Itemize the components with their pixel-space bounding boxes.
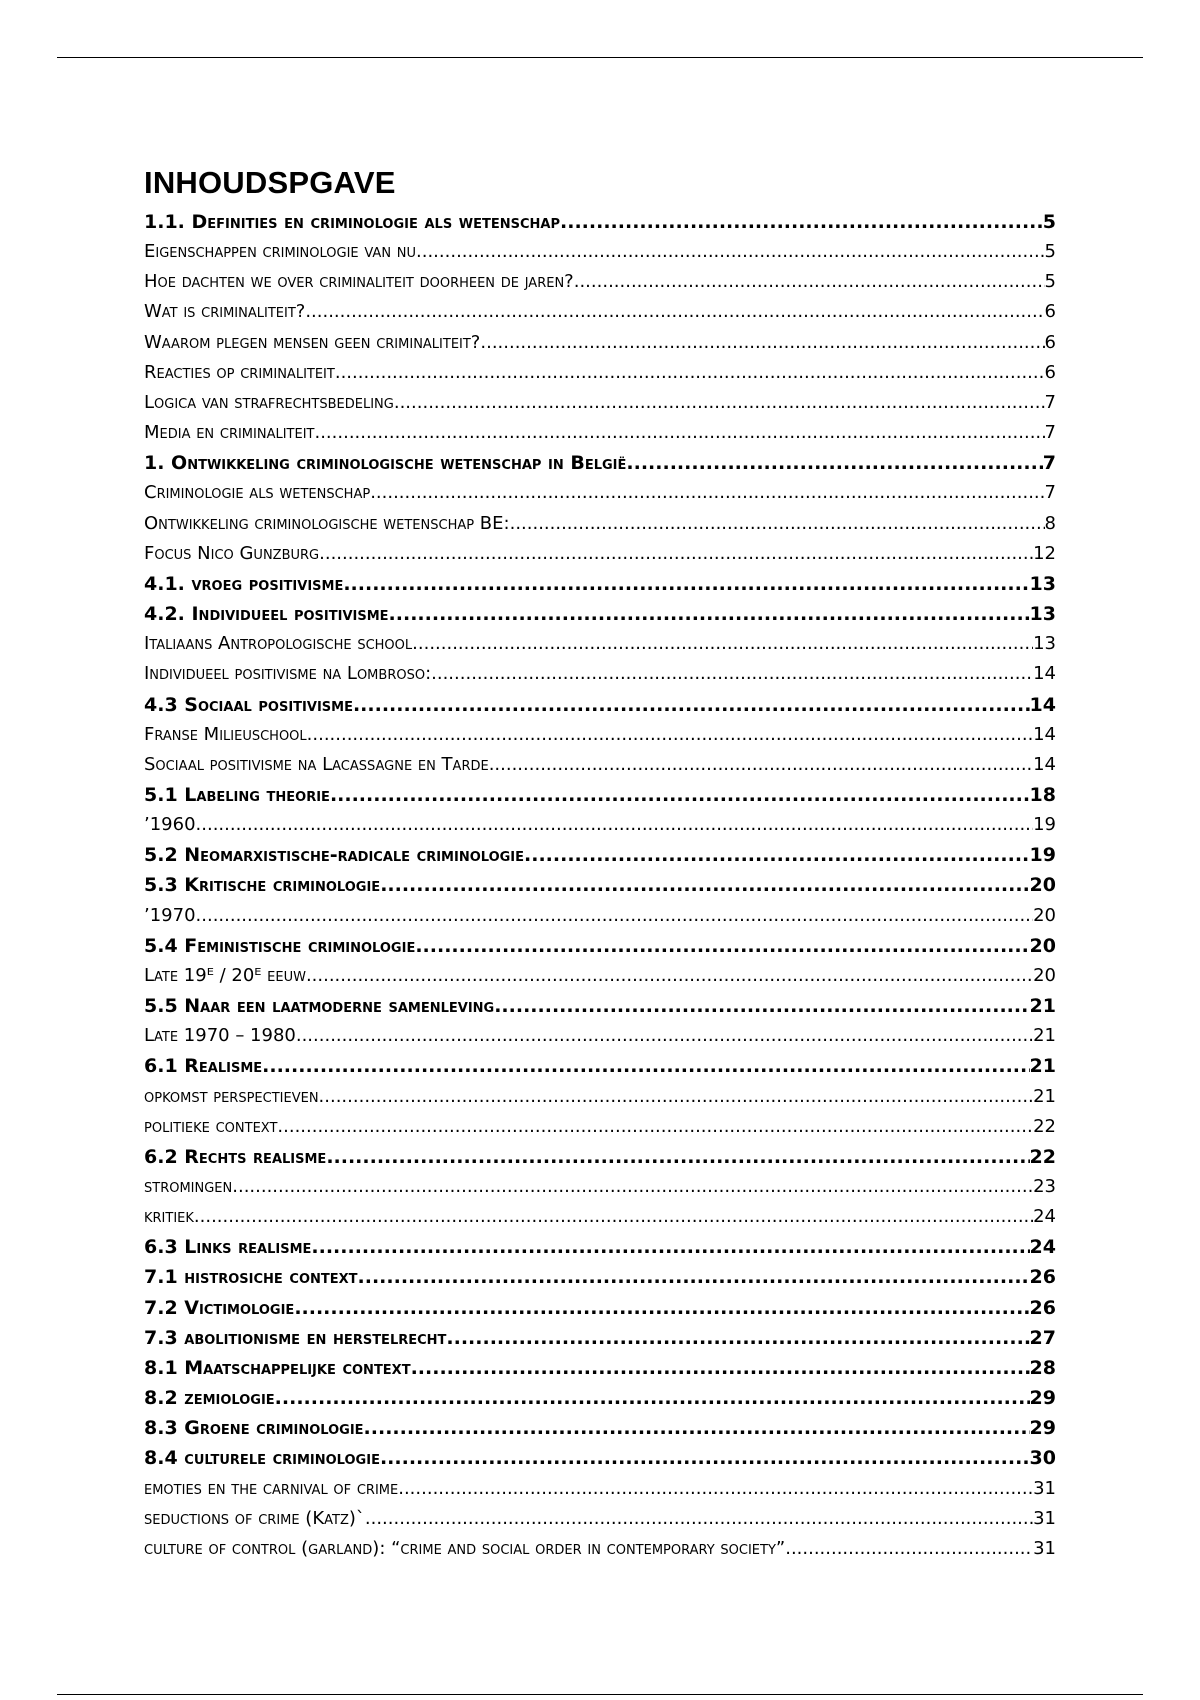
- toc-entry-label: 7.1 histrosiche context: [144, 1266, 358, 1289]
- toc-heading-entry[interactable]: [144, 211, 1056, 241]
- toc-entry-label: Media en criminaliteit: [144, 422, 315, 444]
- toc-entry-label: 5.5 Naar een laatmoderne samenleving: [144, 995, 495, 1018]
- toc-page-number: 20: [1029, 934, 1056, 957]
- toc-entry-label: 1.1. Definities en criminologie als wetenschap: [144, 211, 561, 233]
- toc-page-number: 24: [1033, 1206, 1056, 1228]
- toc-heading-entry[interactable]: [144, 1297, 1056, 1327]
- toc-dot-leader: [277, 1116, 1033, 1137]
- toc-entry-label: Italiaans Antropologische school: [144, 633, 413, 655]
- toc-page-number: 26: [1029, 1296, 1056, 1319]
- toc-dot-leader: [319, 543, 1033, 564]
- toc-entry-label: Reacties op criminaliteit: [144, 361, 335, 383]
- toc-page-number: 13: [1029, 603, 1056, 626]
- toc-entry-label: Hoe dachten we over criminaliteit doorheen de jaren?: [144, 271, 574, 293]
- toc-dot-leader: [307, 724, 1033, 745]
- toc-dot-leader: [305, 301, 1044, 322]
- toc-subheading-entry[interactable]: [144, 724, 1056, 754]
- toc-dot-leader: [560, 211, 1043, 233]
- toc-dot-leader: [335, 362, 1045, 383]
- toc-subheading-entry[interactable]: [144, 362, 1056, 392]
- toc-dot-leader: [326, 1146, 1029, 1168]
- toc-entry-label: 4.3 Sociaal positivisme: [144, 693, 353, 716]
- toc-dot-leader: [412, 633, 1033, 654]
- toc-subheading-entry[interactable]: [144, 1206, 1056, 1236]
- toc-dot-leader: [365, 1508, 1033, 1529]
- toc-entry-label: 6.1 Realisme: [144, 1055, 263, 1078]
- toc-subheading-entry[interactable]: [144, 271, 1056, 301]
- toc-dot-leader: [262, 1055, 1029, 1077]
- toc-entry-label: 7.3 abolitionisme en herstelrecht: [144, 1326, 447, 1349]
- toc-page-number: 7: [1044, 391, 1056, 413]
- toc-dot-leader: [480, 332, 1044, 353]
- toc-entry-label: Late 1970 – 1980: [144, 1025, 296, 1047]
- toc-dot-leader: [194, 1206, 1033, 1227]
- toc-dot-leader: [296, 1025, 1033, 1046]
- toc-subheading-entry[interactable]: [144, 1538, 1056, 1568]
- toc-dot-leader: [524, 844, 1030, 866]
- toc-entry-label: Individueel positivisme na Lombroso:: [144, 663, 432, 685]
- toc-page-number: 12: [1033, 542, 1056, 564]
- toc-page-number: 23: [1033, 1176, 1056, 1197]
- toc-page-number: 7: [1042, 452, 1056, 475]
- toc-entry-label: 5.2 Neomarxistische-radicale criminologie: [144, 844, 525, 867]
- toc-entry-label: 5.3 Kritische criminologie: [144, 874, 381, 897]
- toc-dot-leader: [232, 1176, 1033, 1197]
- toc-entry-label: Logica van strafrechtsbedeling: [144, 391, 394, 413]
- toc-title: INHOUDSPGAVE: [144, 165, 396, 200]
- toc-entry-label: seductions of crime (Katz)`: [144, 1507, 365, 1529]
- toc-subheading-entry[interactable]: [144, 965, 1056, 995]
- toc-entry-label: Sociaal positivisme na Lacassagne en Tarde: [144, 753, 489, 775]
- toc-dot-leader: [343, 573, 1029, 595]
- header-rule: [57, 57, 1143, 58]
- toc-heading-entry[interactable]: [144, 1387, 1056, 1417]
- toc-dot-leader: [446, 1327, 1029, 1349]
- toc-entry-label: 8.3 Groene criminologie: [144, 1417, 364, 1440]
- toc-subheading-entry[interactable]: [144, 663, 1056, 693]
- toc-dot-leader: [398, 1478, 1033, 1499]
- toc-page-number: 31: [1033, 1477, 1056, 1499]
- toc-subheading-entry[interactable]: [144, 241, 1056, 271]
- toc-heading-entry[interactable]: [144, 874, 1056, 904]
- toc-dot-leader: [489, 754, 1033, 775]
- toc-page-number: 19: [1033, 814, 1056, 836]
- toc-page-number: 31: [1033, 1537, 1056, 1559]
- toc-dot-leader: [394, 392, 1045, 413]
- toc-page-number: 6: [1044, 301, 1056, 323]
- toc-dot-leader: [319, 1086, 1034, 1107]
- toc-heading-entry[interactable]: [144, 1146, 1056, 1176]
- toc-entry-label: Late 19ᴱ / 20ᴱ eeuw: [144, 964, 306, 986]
- toc-subheading-entry[interactable]: [144, 1176, 1056, 1206]
- toc-subheading-entry[interactable]: [144, 332, 1056, 362]
- toc-entry-label: Wat is criminaliteit?: [144, 301, 306, 323]
- toc-heading-entry[interactable]: [144, 1327, 1056, 1357]
- toc-heading-entry[interactable]: [144, 1236, 1056, 1266]
- toc-page-number: 24: [1029, 1236, 1056, 1259]
- toc-page-number: 18: [1029, 783, 1056, 806]
- toc-subheading-entry[interactable]: [144, 513, 1056, 543]
- toc-entry-label: 5.4 Feministische criminologie: [144, 934, 416, 957]
- toc-page-number: 29: [1029, 1387, 1056, 1410]
- toc-entry-label: Eigenschappen criminologie van nu: [144, 241, 417, 263]
- toc-dot-leader: [411, 1357, 1030, 1379]
- toc-page-number: 14: [1033, 753, 1056, 775]
- toc-entry-label: 8.1 Maatschappelijke context: [144, 1356, 411, 1379]
- toc-dot-leader: [380, 1447, 1030, 1469]
- toc-subheading-entry[interactable]: [144, 905, 1056, 935]
- toc-subheading-entry[interactable]: [144, 1025, 1056, 1055]
- toc-page-number: 20: [1033, 964, 1056, 986]
- toc-subheading-entry[interactable]: [144, 1116, 1056, 1146]
- toc-page-number: 31: [1033, 1507, 1056, 1529]
- toc-entry-label: ’1960: [144, 814, 196, 836]
- toc-subheading-entry[interactable]: [144, 392, 1056, 422]
- toc-page-number: 21: [1029, 1055, 1056, 1078]
- toc-dot-leader: [364, 1417, 1030, 1439]
- toc-entry-label: 4.2. Individueel positivisme: [144, 603, 389, 626]
- toc-entry-label: culture of control (garland): “crime and social order in contemporary society”.: [144, 1537, 791, 1559]
- toc-entry-label: politieke context: [144, 1115, 278, 1137]
- toc-page-number: 5: [1044, 241, 1056, 263]
- toc-heading-entry[interactable]: [144, 1447, 1056, 1477]
- toc-page-number: 19: [1029, 844, 1056, 867]
- toc-subheading-entry[interactable]: [144, 814, 1056, 844]
- toc-dot-leader: [791, 1538, 1033, 1559]
- toc-dot-leader: [370, 482, 1044, 503]
- toc-dot-leader: [416, 241, 1045, 262]
- toc-dot-leader: [494, 995, 1029, 1017]
- toc-heading-entry[interactable]: [144, 995, 1056, 1025]
- toc-dot-leader: [574, 271, 1045, 292]
- toc-page-number: 14: [1033, 723, 1056, 745]
- toc-page-number: 20: [1029, 874, 1056, 897]
- toc-heading-entry[interactable]: [144, 1357, 1056, 1387]
- toc-page-number: 26: [1029, 1266, 1056, 1289]
- toc-page-number: 13: [1033, 633, 1056, 655]
- toc-entry-label: 4.1. vroeg positivisme: [144, 572, 344, 595]
- toc-subheading-entry[interactable]: [144, 1508, 1056, 1538]
- toc-page-number: 7: [1044, 482, 1056, 504]
- toc-entry-list: [144, 211, 1056, 1568]
- toc-entry-label: 8.4 culturele criminologie: [144, 1447, 380, 1470]
- toc-page-number: 14: [1033, 663, 1056, 685]
- toc-dot-leader: [358, 1266, 1030, 1288]
- toc-entry-label: 6.2 Rechts realisme: [144, 1145, 327, 1168]
- footer-rule: [57, 1694, 1143, 1695]
- toc-entry-label: opkomst perspectieven: [144, 1085, 319, 1107]
- table-of-contents: [144, 163, 1056, 1568]
- toc-entry-label: Waarom plegen mensen geen criminaliteit?: [144, 331, 481, 353]
- toc-entry-label: 5.1 Labeling theorie: [144, 783, 330, 806]
- toc-dot-leader: [330, 784, 1030, 806]
- toc-heading-entry[interactable]: [144, 452, 1056, 482]
- toc-page-number: 8: [1044, 512, 1056, 534]
- toc-heading-entry[interactable]: [144, 1417, 1056, 1447]
- toc-entry-label: 6.3 Links realisme: [144, 1236, 312, 1259]
- toc-subheading-entry[interactable]: [144, 301, 1056, 331]
- toc-heading-entry[interactable]: [144, 573, 1056, 603]
- toc-dot-leader: [311, 1236, 1029, 1258]
- toc-page-number: 6: [1044, 331, 1056, 353]
- toc-heading-entry[interactable]: [144, 1266, 1056, 1296]
- toc-page-number: 21: [1033, 1025, 1056, 1047]
- toc-subheading-entry[interactable]: [144, 482, 1056, 512]
- toc-dot-leader: [196, 814, 1034, 835]
- toc-dot-leader: [415, 935, 1029, 957]
- toc-page-number: 5: [1044, 271, 1056, 293]
- toc-dot-leader: [353, 694, 1030, 716]
- toc-page-number: 21: [1033, 1085, 1056, 1107]
- toc-subheading-entry[interactable]: [144, 1478, 1056, 1508]
- toc-entry-label: Focus Nico Gunzburg: [144, 542, 320, 564]
- toc-page-number: 30: [1029, 1447, 1056, 1470]
- toc-heading-entry[interactable]: [144, 1055, 1056, 1085]
- toc-dot-leader: [431, 663, 1033, 684]
- toc-page-number: 5: [1042, 211, 1056, 233]
- toc-page-number: 14: [1029, 693, 1056, 716]
- toc-entry-label: 8.2 zemiologie: [144, 1387, 275, 1410]
- toc-page-number: 6: [1044, 361, 1056, 383]
- toc-page-number: 27: [1029, 1326, 1056, 1349]
- toc-subheading-entry[interactable]: [144, 422, 1056, 452]
- toc-entry-label: 1. Ontwikkeling criminologische wetenschap in België: [144, 452, 627, 475]
- toc-entry-label: Criminologie als wetenschap: [144, 482, 371, 504]
- toc-dot-leader: [196, 905, 1034, 926]
- toc-heading-entry[interactable]: [144, 844, 1056, 874]
- toc-dot-leader: [380, 874, 1029, 896]
- toc-page-number: 28: [1029, 1356, 1056, 1379]
- toc-dot-leader: [510, 513, 1045, 534]
- toc-entry-label: emoties en the carnival of crime: [144, 1477, 399, 1499]
- toc-page-number: 21: [1029, 995, 1056, 1018]
- toc-heading-entry[interactable]: [144, 603, 1056, 633]
- toc-entry-label: stromingen: [144, 1176, 233, 1197]
- toc-entry-label: 7.2 Victimologie: [144, 1296, 295, 1319]
- toc-entry-label: ’1970: [144, 904, 196, 926]
- toc-heading-entry[interactable]: [144, 694, 1056, 724]
- toc-subheading-entry[interactable]: [144, 1086, 1056, 1116]
- toc-heading-entry[interactable]: [144, 935, 1056, 965]
- toc-entry-label: Ontwikkeling criminologische wetenschap BE:: [144, 512, 510, 534]
- toc-dot-leader: [306, 965, 1033, 986]
- toc-dot-leader: [275, 1387, 1030, 1409]
- toc-page-number: 20: [1033, 904, 1056, 926]
- toc-heading-entry[interactable]: [144, 784, 1056, 814]
- toc-page-number: 7: [1044, 422, 1056, 444]
- toc-page-number: 22: [1033, 1115, 1056, 1137]
- toc-subheading-entry[interactable]: [144, 754, 1056, 784]
- toc-page-number: 22: [1029, 1145, 1056, 1168]
- toc-dot-leader: [626, 452, 1042, 474]
- toc-dot-leader: [389, 603, 1030, 625]
- toc-dot-leader: [294, 1297, 1029, 1319]
- toc-subheading-entry[interactable]: [144, 633, 1056, 663]
- toc-page-number: 29: [1029, 1417, 1056, 1440]
- toc-page-number: 13: [1029, 572, 1056, 595]
- toc-entry-label: kritiek: [144, 1206, 194, 1228]
- toc-dot-leader: [314, 422, 1044, 443]
- toc-subheading-entry[interactable]: [144, 543, 1056, 573]
- toc-entry-label: Franse Milieuschool: [144, 723, 307, 745]
